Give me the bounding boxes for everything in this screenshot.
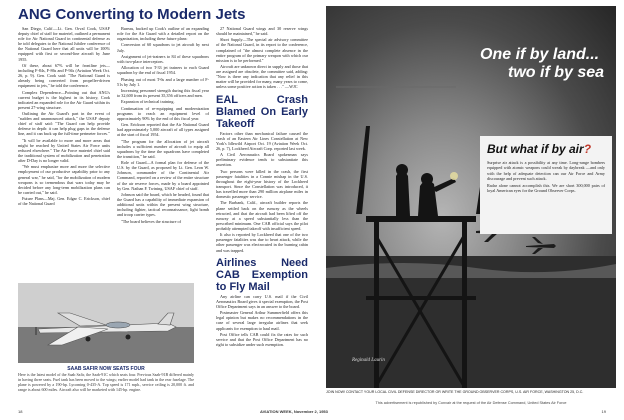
paragraph: It also is reported by Lockheed that one of the two passenger fatalities was due to heart attack, while the other passenger was electrocuted in the burning cabin and was trapped. <box>216 232 308 253</box>
column-1 <box>18 26 110 208</box>
paragraph: "The program for the allocation of jet aircraft includes a sufficient number of aircraft to equip all squadrons by the time the squadrons have completed the transition," he said. <box>117 138 209 159</box>
paragraph: Role of Guard—A formal plan for defense of the U.S. by the Guard, as proposed by Lt. Gen. Leon W. Johnson, commander of the Continental Air Command, reported on a review of the entire structure of the air reserve forces, made by a board appointed by Gen. Nathan F. Twining, USAF chief of staff. <box>117 160 209 191</box>
paragraph: Of these, about 67% will be frontline jets—including F-84s, F-86s and F-94s (Aviation Week Oct. 26, p. 9). Gen. Cook said: "The National Guard is already being converted from propeller-driven equipment to jets," he told the conference. <box>18 62 110 89</box>
subheadline-eal-crash: EAL Crash Blamed On Early Takeoff <box>216 93 308 130</box>
paragraph: Bureau, backed up Cook's outline of an expanding role for the Air Guard with a detailed report on the organization, including these future plans: <box>117 26 209 42</box>
subheadline-airlines-mail: Airlines Need CAB Exemption to Fly Mail <box>216 256 308 293</box>
column-3 <box>216 26 308 348</box>
paragraph: Outlining the Air Guard's part in the event of "sudden and unannounced attack," the USAF deputy chief of staff said: "The Guard can help provide defense in depth: it can help plug gaps in the defense line, and it can back up the full-time perimeter forces." <box>18 111 110 137</box>
paragraph: Conversion of 60 squadrons to jet aircraft by next July. <box>117 42 209 53</box>
ad-sponsor-note: This advertisement is republished by Convair at the request of the Air Defense Command, United States Air Force <box>375 401 567 405</box>
paragraph: Assignment of jet-trainers to 84 of these squadrons with two-place interceptors. <box>117 53 209 64</box>
paragraph: Increasing personnel strength during this fiscal year to 32,600 from its present 35,356 officers and men. <box>117 87 209 99</box>
artist-signature: Reginald Laurin <box>352 358 385 363</box>
paragraph: Any airline can carry U.S. mail if the Civil Aeronautics Board gives it special exemption, the Post Office Department says in an answer to the board. <box>216 293 308 309</box>
ad-card-title <box>487 142 605 156</box>
paragraph: Johnson said the board, which he headed, found that the Guard has a capability of immediate expansion of additional units within the present wing structure, including fighter, tactical reconnaissance, light bomb and troop carrier types. <box>117 191 209 218</box>
column-2 <box>117 26 209 225</box>
ground-observer-ad <box>326 6 616 388</box>
paragraph: Expansion of technical training. <box>121 99 175 105</box>
ad-card-title-air: air <box>569 142 584 156</box>
photo-caption-title: SAAB SAFIR NOW SEATS FOUR <box>67 366 145 372</box>
paragraph: Post Office tells CAB could fix the rates for such service and that the Post Office Department has no right to subsidize under such exemption. <box>216 331 308 347</box>
ad-headline-line1: One if by land... <box>480 46 600 63</box>
paragraph: A Civil Aeronautics Board spokesman says preliminary evidence tends to substantiate this assertion. <box>216 152 308 168</box>
ad-paragraph: Surprise air attack is a possibility at any time. Long-range bombers equipped with atomic weapons could wreak by daybreak —and only with the help of adequate detection can our Air Force and Army discourage and prevent such attack. <box>487 160 605 181</box>
paragraph: Gen. Erickson reported that the Air National Guard had approximately 5,000 aircraft of all types assigned at the start of fiscal 1954. <box>117 122 209 138</box>
ad-card-body <box>487 160 605 194</box>
ad-card-title-text: But what if by <box>487 142 569 156</box>
paragraph: Two persons were killed in the crash, the first passenger fatalities in a Connie mishap in the U.S. throughout the eight-year history of the Lockheed transport. Since the Constellation was introduced, it has travelled more than 290 million airplane miles in domestic passenger service. <box>216 168 308 200</box>
photo-caption: Here is the latest model of the Saab Safir, the Saab-91C which seats four. Previous Saab-91B differed mainly in having three seats. Fuel tank has been moved to the wings; earlier model had tank in the rear fuselage. The plane is powered by a 190-hp. Lycoming 0-435-A. Top speed is 171 mph., service ceiling is 20,000 ft. and range is about 600 miles. Aircraft also will be marketed with 145-hp. engine. <box>18 372 194 392</box>
paragraph: Future Plans—Maj. Gen. Edgar C. Erickson, chief of the National Guard <box>18 196 110 207</box>
airplane-illustration <box>18 283 194 363</box>
paragraph: Short Supply—The special air advisory committee of the National Guard, in its report to the conference, complained of "the almost complete absence in the entire program of the primary weapon with which our mission is to be performed." <box>216 37 308 63</box>
paragraph: Factors other than mechanical failure caused the crash of an Eastern Air Lines Constellation at New York's Idlewild Airport Oct. 19 (Aviation Week Oct. 26, p. 7), Lockheed Aircraft Corp. reported last week. <box>216 130 308 151</box>
ad-headline-line2: two if by sea <box>508 64 605 81</box>
paragraph: San Diego, Calif.—Lt. Gen. Orval Cook, USAF deputy chief of staff for materiel, outlined a permanent role for Air National Guard in continental defense as he told delegates to the National Jubilee conference of the National Guard here that all units will be 100% equipped with first or second-line aircraft by June 1955. <box>18 26 110 62</box>
article-headline: ANG Converting to Modern Jets <box>18 6 246 23</box>
paragraph: Continuation of re-equipping and modernization programs to reach an equipment level of approximately 90% by the end of this fiscal year. <box>117 105 209 121</box>
paragraph: "It will be available to more and more areas that might be reached by United States Air Force units reduced elsewhere." The Air Force materiel chief said the traditional system of mobilization and penetration after D-Day is no longer valid. <box>18 137 110 164</box>
paragraph: The Burbank, Calif., aircraft builder reports the plane settled back on the runway as the wheels retracted, and that the aircraft had been lifted off the runway at a speed substantially less than the prescribed minimum. One CAB official says the pilot probably attempted takeoff with insufficient speed. <box>216 200 308 231</box>
paragraph: Allocation of two T-33 jet trainers to each Guard squadron by the end of fiscal 1954. <box>117 65 209 76</box>
page-number-left: 18 <box>18 409 23 414</box>
right-page-advertisement <box>316 0 624 420</box>
ad-copy-card <box>480 136 612 234</box>
paragraph: Phasing out of most T-6s and a large number of F-51s by July 1. <box>117 76 209 87</box>
paragraph: Aircraft are unknown direct in supply and those that are assigned are obsolete, the committee said, adding: "Now is there any indication that any relief in this matter will be provided for many, many years to come, unless some positive action is taken . . ." —WJC <box>216 64 308 90</box>
paragraph: Complex Dependence—Pointing out that ANG's current budget is the highest in its history, Cook indicated an expanded role for the Air Guard within its present 27-wing structure. <box>18 89 110 110</box>
paragraph: Postmaster General Arthur Summerfield offers this legal opinion but makes no recommendations in the case of several large irregular airlines that seek applicants for exemption to haul mail. <box>216 310 308 331</box>
paragraph: "The board believes the structure of <box>121 218 181 224</box>
paragraph: "We must emphasize more and more the selective employment of our productive capability prior to any general war," he said, "for the mobilization of modern weapons is so tremendous that wars today may be decided before any long-term mobilization plans can be carried out," he said. <box>18 164 110 195</box>
ad-join-note: JOIN NOW! CONTACT YOUR LOCAL CIVIL DEFENSE DIRECTOR OR WRITE THE GROUND OBSERVER CORPS, U.S. AIR FORCE, WASHINGTON 25, D.C. <box>326 390 584 394</box>
ad-card-title-question: ? <box>583 142 592 156</box>
publication-folio: AVIATION WEEK, November 2, 1953 <box>260 409 328 414</box>
page-number-right: 19 <box>601 409 606 414</box>
paragraph: 27 National Guard wings and 30 reserve wings should be maintained," he said. <box>216 26 308 37</box>
saab-safir-photo <box>18 283 194 363</box>
ad-paragraph: Radar alone cannot accomplish this. We are short 300,000 pairs of loyal American eyes for the Ground Observer Corps. <box>487 183 605 194</box>
